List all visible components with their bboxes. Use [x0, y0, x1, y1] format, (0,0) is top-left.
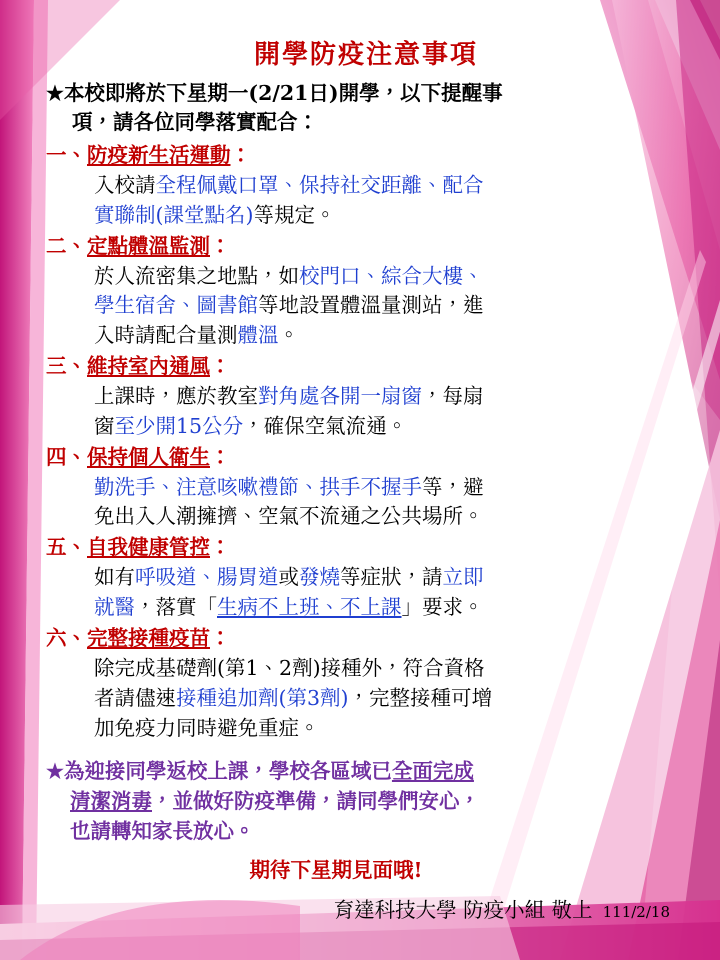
item-2-title: 定點體溫監測	[87, 233, 210, 258]
lead-line-1: 本校即將於下星期一(2/21日)開學，以下提醒事	[63, 81, 503, 105]
closing-line-1-underline: 全面完成	[391, 759, 474, 784]
item-6-heading	[46, 624, 686, 654]
item-6-title: 完整接種疫苗	[87, 625, 210, 650]
signature-line	[46, 893, 686, 923]
item-3-title: 維持室內通風	[87, 354, 210, 379]
expectation-line: 期待下星期見面哦!	[249, 857, 423, 882]
item-5-colon: ：	[210, 535, 231, 560]
item-2-line-3: 入時請配合量測體溫。	[94, 323, 299, 348]
list-item	[46, 443, 686, 533]
item-5-body	[46, 563, 686, 623]
item-6-number: 六、	[46, 625, 87, 650]
item-2-body	[46, 262, 686, 352]
item-2-colon: ：	[210, 233, 231, 258]
item-2-heading	[46, 232, 686, 262]
item-1-line-1: 入校請全程佩戴口罩、保持社交距離、配合	[94, 172, 484, 197]
item-6-colon: ：	[210, 625, 231, 650]
item-1-heading	[46, 141, 686, 171]
list-item	[46, 352, 686, 442]
item-1-body	[46, 171, 686, 231]
list-item	[46, 141, 686, 231]
item-5-heading	[46, 533, 686, 563]
item-4-heading	[46, 443, 686, 473]
item-2-line-2: 學生宿舍、圖書館等地設置體溫量測站，進	[94, 293, 484, 318]
closing-line-1: 為迎接同學返校上課，學校各區域已	[63, 759, 392, 784]
item-3-heading	[46, 352, 686, 382]
item-5-number: 五、	[46, 535, 87, 560]
list-item	[46, 533, 686, 623]
item-3-line-2: 窗至少開15公分，確保空氣流通。	[94, 413, 408, 438]
closing-line-3: 也請轉知家長放心。	[70, 818, 255, 843]
page-title: 開學防疫注意事項	[253, 40, 478, 70]
lead-line-2: 項，請各位同學落實配合：	[72, 110, 318, 135]
item-4-line-1: 勤洗手、注意咳嗽禮節、拱手不握手等，避	[94, 474, 484, 499]
item-3-body	[46, 382, 686, 442]
list-item	[46, 624, 686, 743]
lead-paragraph	[46, 79, 686, 137]
item-6-line-2: 者請儘速接種追加劑(第3劑)，完整接種可增	[94, 685, 493, 710]
closing-line-2-wrap	[46, 787, 686, 817]
item-4-title: 保持個人衛生	[87, 444, 210, 469]
closing-note	[46, 757, 686, 846]
signature-date: 111/2/18	[602, 902, 670, 921]
item-3-number: 三、	[46, 354, 87, 379]
item-2-number: 二、	[46, 233, 87, 258]
item-6-body	[46, 654, 686, 744]
item-2-line-1: 於人流密集之地點，如校門口、綜合大樓、	[94, 263, 484, 288]
closing-line-2-underline: 清潔消毒	[70, 789, 152, 814]
item-3-line-1: 上課時，應於教室對角處各開一扇窗，每扇	[94, 383, 484, 408]
closing-line-2: ，並做好防疫準備，請同學們安心，	[152, 789, 480, 814]
star-bullet-icon: ★	[46, 81, 64, 105]
item-6-line-1: 除完成基礎劑(第1、2劑)接種外，符合資格	[94, 655, 485, 680]
item-3-colon: ：	[210, 354, 231, 379]
star-bullet-icon-2: ★	[46, 759, 64, 784]
item-1-line-2: 實聯制(課堂點名)等規定。	[94, 202, 336, 227]
signature-text: 育達科技大學 防疫小組 敬上	[333, 897, 593, 922]
item-1-colon: ：	[230, 143, 251, 168]
item-5-line-1: 如有呼吸道、腸胃道或發燒等症狀，請立即	[94, 565, 484, 590]
item-5-title: 自我健康管控	[87, 535, 210, 560]
list-item	[46, 232, 686, 351]
item-4-number: 四、	[46, 444, 87, 469]
item-4-line-2: 免出入人潮擁擠、空氣不流通之公共場所。	[94, 504, 484, 529]
item-6-line-3: 加免疫力同時避免重症。	[94, 715, 320, 740]
item-4-colon: ：	[210, 444, 231, 469]
item-4-body	[46, 473, 686, 533]
item-1-title: 防疫新生活運動	[87, 143, 231, 168]
item-5-line-2: 就醫，落實「生病不上班、不上課」要求。	[94, 595, 484, 620]
item-1-number: 一、	[46, 143, 87, 168]
